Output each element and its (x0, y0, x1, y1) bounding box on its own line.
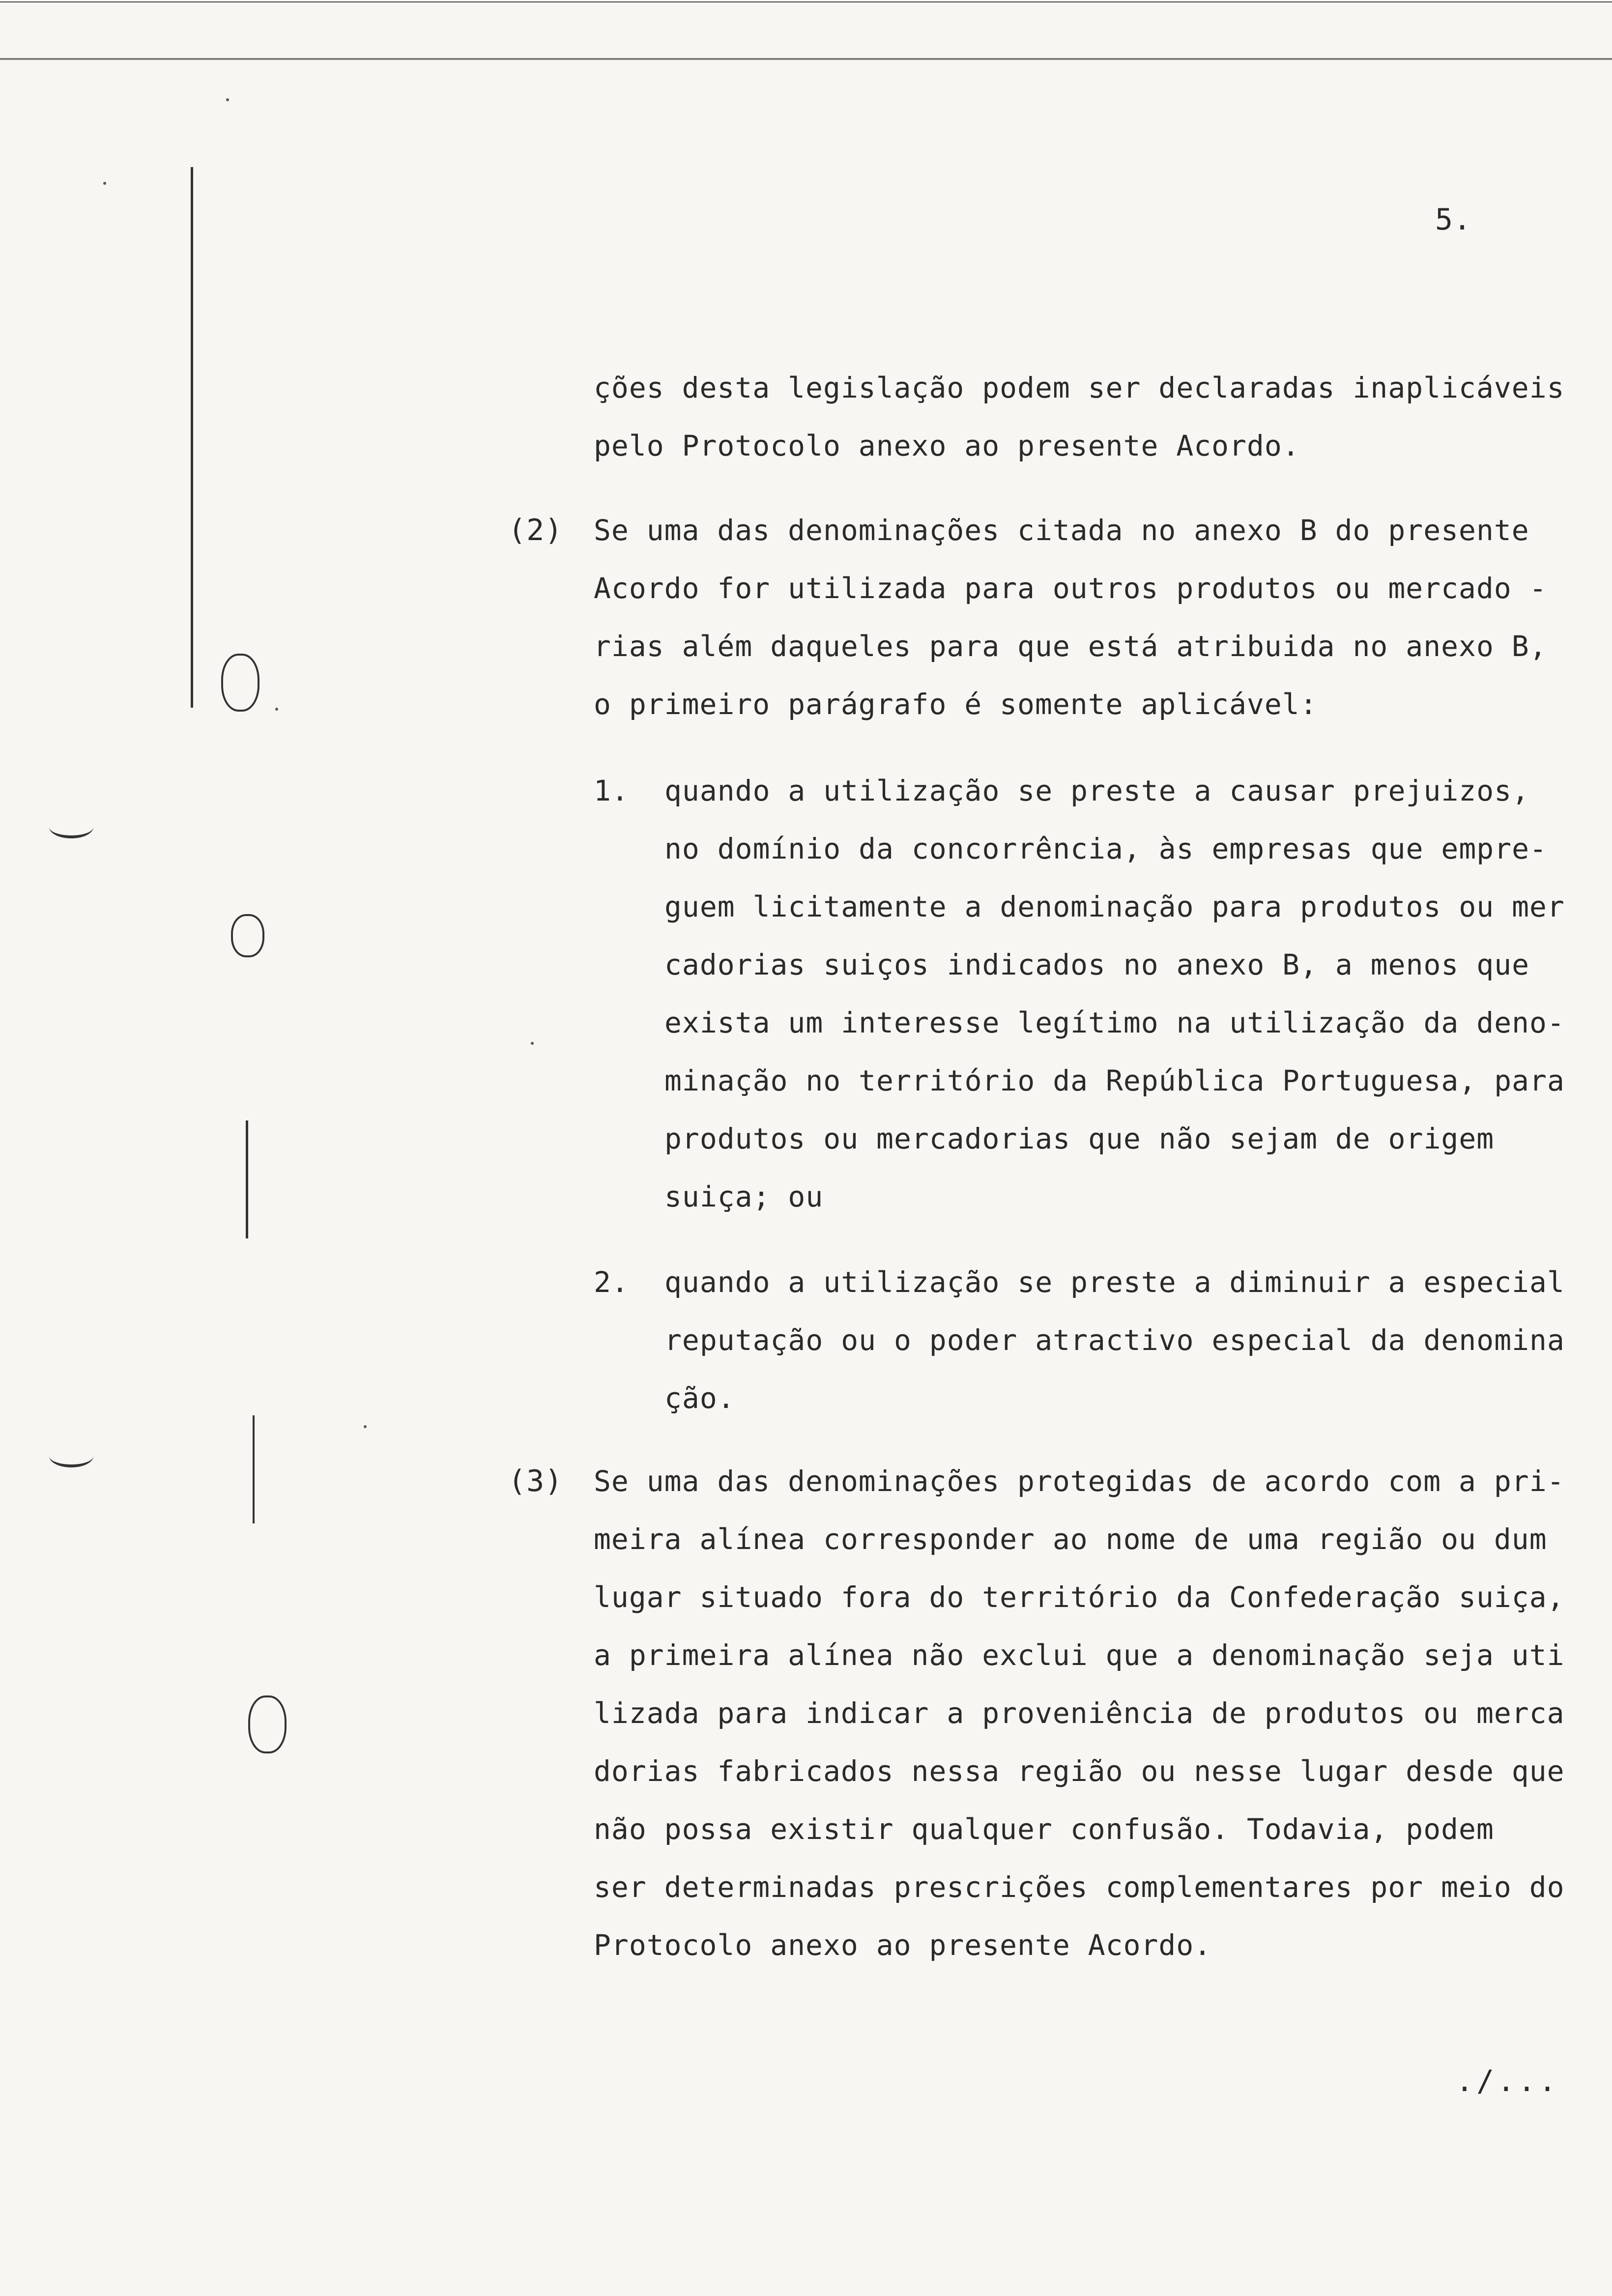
binding-arc-mark (49, 816, 93, 838)
punch-hole-mark (248, 1695, 287, 1753)
binding-margin-line (253, 1415, 255, 1523)
text-line: rias além daqueles para que está atribuida no anexo B, (594, 630, 1547, 663)
paragraph-number: (2) (508, 513, 563, 547)
text-line: o primeiro parágrafo é somente aplicável: (594, 688, 1318, 721)
list-item-number: 2. (594, 1265, 629, 1299)
scan-speck (531, 1042, 534, 1045)
list-item-number: 1. (594, 774, 629, 807)
list-item-line: produtos ou mercadorias que não sejam de origem (664, 1122, 1495, 1155)
text-line: lizada para indicar a proveniência de produtos ou merca (594, 1696, 1565, 1730)
list-item-line: exista um interesse legítimo na utilização da deno- (664, 1006, 1565, 1039)
binding-margin-line (246, 1120, 248, 1238)
list-item-line: cadorias suiços indicados no anexo B, a menos que (664, 948, 1530, 981)
continuation-mark: ./... (1456, 2064, 1559, 2098)
list-item-line: quando a utilização se preste a diminuir a especial (664, 1265, 1565, 1299)
text-line: ções desta legislação podem ser declaradas inaplicáveis (594, 371, 1565, 404)
list-item-line: minação no território da República Portuguesa, para (664, 1064, 1565, 1097)
top-edge-line (0, 1, 1612, 2)
text-line: Protocolo anexo ao presente Acordo. (594, 1928, 1212, 1962)
punch-hole-mark (231, 914, 264, 957)
list-item-line: guem licitamente a denominação para produtos ou mer (664, 890, 1565, 923)
scan-speck (226, 98, 229, 101)
text-line: meira alínea corresponder ao nome de uma região ou dum (594, 1522, 1547, 1556)
text-line: dorias fabricados nessa região ou nesse lugar desde que (594, 1754, 1565, 1788)
text-line: a primeira alínea não exclui que a denominação seja uti (594, 1638, 1565, 1672)
list-item-line: suiça; ou (664, 1180, 824, 1213)
scan-speck (364, 1425, 367, 1428)
binding-arc-mark (49, 1445, 93, 1467)
list-item-line: no domínio da concorrência, às empresas que empre- (664, 832, 1547, 865)
binding-margin-line (191, 167, 193, 708)
text-line: pelo Protocolo anexo ao presente Acordo. (594, 429, 1300, 462)
text-line: Se uma das denominações citada no anexo B do presente (594, 514, 1529, 547)
list-item-line: quando a utilização se preste a causar prejuizos, (664, 774, 1530, 807)
scan-speck (275, 708, 278, 711)
text-line: lugar situado fora do território da Confederação suiça, (594, 1580, 1565, 1614)
page-number: 5. (1435, 202, 1472, 237)
scan-speck (103, 182, 106, 185)
list-item-line: ção. (664, 1381, 735, 1415)
text-line: ser determinadas prescrições complementares por meio do (594, 1870, 1565, 1904)
text-line: Acordo for utilizada para outros produtos ou mercado - (594, 572, 1547, 605)
punch-hole-mark (221, 654, 259, 712)
text-line: Se uma das denominações protegidas de acordo com a pri- (594, 1464, 1565, 1498)
paragraph-number: (3) (508, 1464, 563, 1498)
list-item-line: reputação ou o poder atractivo especial da denomina (664, 1323, 1565, 1357)
text-line: não possa existir qualquer confusão. Todavia, podem (594, 1812, 1494, 1846)
scan-border-line (0, 58, 1612, 60)
